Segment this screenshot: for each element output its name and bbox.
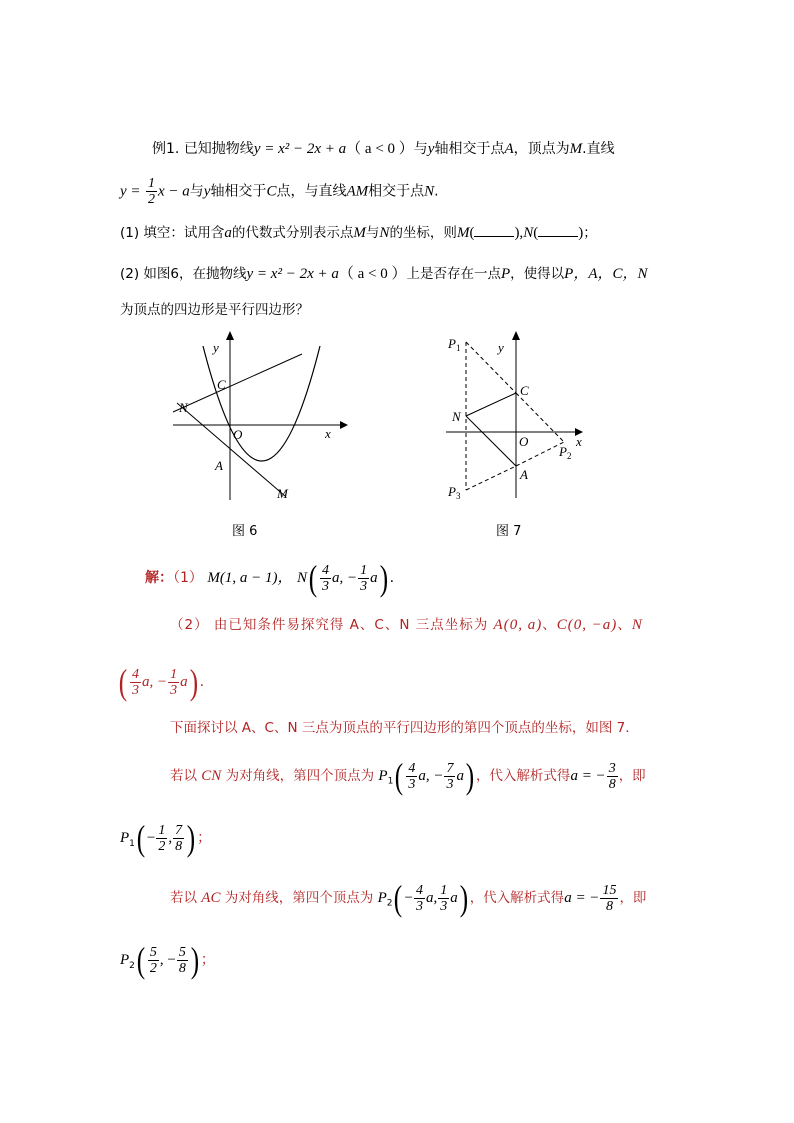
segment-nc — [466, 393, 516, 416]
label-m: M — [277, 486, 288, 501]
solution-explore — [170, 718, 630, 738]
label-c: C — [520, 383, 529, 398]
text: ，顶点为 — [513, 141, 570, 157]
coord-n-label: N — [631, 617, 643, 633]
solution-1: 解：（1） M(1, a − 1)， N( $\frac{4}{3}$ a, − $\frac{1}{3}$ a) . — [145, 558, 395, 598]
text: 为对角线，第四个顶点为 — [224, 890, 374, 906]
solution-2 — [170, 615, 643, 635]
y-axis-arrow — [512, 331, 520, 340]
question-2-line-1 — [120, 264, 648, 284]
coord-a: A(0, a) — [493, 617, 543, 633]
x-axis-arrow — [340, 421, 348, 429]
text: 为顶点的四边形是平行四边形？ — [120, 302, 309, 318]
q1-label: (1) — [120, 225, 140, 241]
label-c: C — [217, 377, 226, 392]
parabola-eq: y = x² − 2x + a — [253, 141, 347, 157]
text: 的代数式分别表示点 — [231, 225, 354, 241]
label-y: y — [498, 340, 504, 355]
text: 的坐标，则 — [389, 225, 457, 241]
label-x: x — [576, 434, 582, 449]
text: 如图6，在抛物线 — [143, 266, 247, 282]
line-nc — [173, 354, 302, 412]
label-p3: $P_3$ — [448, 484, 461, 501]
figure-7 — [440, 328, 600, 508]
cond: （ a < 0 ） — [346, 141, 414, 157]
text: 与 — [189, 183, 204, 200]
text: .直线 — [582, 141, 615, 157]
text: ； — [197, 830, 212, 846]
text: （2） — [170, 617, 209, 633]
dash-p1-c — [466, 342, 516, 393]
case-1: 若以 CN 为对角线，第四个顶点为 $P_1$( $\frac{4}{3}$ a, − $\frac{7}{3}$ a) ，代入解析式得a = − $\frac{3}{8}$ ，即 — [170, 756, 646, 796]
text: 若以 — [170, 890, 197, 906]
text: ； — [583, 225, 597, 241]
text: ，代入解析式得 — [469, 890, 565, 906]
diag-cn: CN — [201, 768, 222, 784]
var-y: y — [203, 183, 211, 200]
label-p2: $P_2$ — [559, 444, 572, 461]
var-a: a — [224, 225, 232, 241]
coord-m: M(1, a − 1)， — [207, 570, 293, 586]
label-o: O — [519, 434, 529, 449]
blank-m[interactable] — [474, 222, 514, 237]
label-x: x — [325, 426, 331, 441]
text: 若以 — [170, 768, 197, 784]
text: . — [434, 183, 439, 200]
text: 点，与直线 — [276, 183, 347, 200]
label-n: N — [179, 400, 188, 415]
solution-2-n: ( $\frac{4}{3}$ a, − $\frac{1}{3}$ a) . — [118, 662, 205, 702]
label-a: A — [215, 458, 223, 473]
text: 轴相交于 — [210, 183, 267, 200]
label-a: A — [520, 467, 528, 482]
point-n: N — [379, 225, 390, 241]
figure-6-caption: 图 6 — [232, 524, 258, 539]
line-eq-pre: y = — [120, 183, 141, 200]
label-y: y — [213, 340, 219, 355]
fraction-half: $\frac{1}{2}$ — [147, 176, 155, 207]
figure-6 — [165, 328, 355, 508]
point-m: M — [353, 225, 366, 241]
line-am — [177, 403, 285, 496]
case-2: 若以 AC 为对角线，第四个顶点为 $P_2$( − $\frac{4}{3}$ a, $\frac{1}{3}$ a) ，代入解析式得a = − $\frac{15}{8}$ ，即 — [170, 878, 647, 918]
point-n: N — [523, 225, 534, 241]
text: ，即 — [618, 768, 646, 784]
points-list: P，A，C，N — [564, 266, 648, 282]
solution-label: 解： — [145, 570, 173, 586]
point-c: C — [266, 183, 277, 200]
text: ，代入解析式得 — [475, 768, 571, 784]
coord-c: C(0, −a) — [556, 617, 618, 633]
line-eq-post: x − a — [157, 183, 190, 200]
question-1: (1) 填空：试用含a的代数式分别表示点M与N的坐标，则M( ),N( )； — [120, 222, 597, 243]
text: 已知抛物线 — [183, 141, 254, 157]
y-axis-arrow — [226, 331, 234, 340]
label-n: N — [452, 409, 461, 424]
text: 、 — [542, 617, 557, 633]
parabola — [203, 346, 320, 461]
parabola-eq: y = x² − 2x + a — [246, 266, 339, 282]
figure-7-caption: 图 7 — [496, 524, 522, 539]
text: ，即 — [619, 890, 647, 906]
text: 下面探讨以 A、C、N 三点为顶点的平行四边形的第四个顶点的坐标，如图 7. — [170, 720, 630, 736]
label-o: O — [233, 427, 243, 442]
text: （1） — [173, 570, 203, 586]
a-value: a = − — [564, 890, 600, 906]
q2-label: (2) — [120, 266, 140, 282]
point-n: N — [424, 183, 435, 200]
a-value: a = − — [570, 768, 606, 784]
case-2-result: $P_2$( $\frac{5}{2}$ , − $\frac{5}{8}$ ) ； — [120, 940, 215, 980]
cond: （ a < 0 ） — [338, 266, 407, 282]
text: 填空：试用含 — [143, 225, 225, 241]
text: ； — [200, 952, 215, 968]
blank-n[interactable] — [538, 222, 578, 237]
line-am: AM — [346, 183, 369, 200]
text: 、 — [617, 617, 632, 633]
coord-n-label: N — [296, 570, 307, 586]
text: 由已知条件易探究得 A、C、N 三点坐标为 — [213, 617, 489, 633]
diag-ac: AC — [201, 890, 221, 906]
example-line-1 — [152, 139, 615, 159]
text: 为对角线，第四个顶点为 — [225, 768, 375, 784]
text: . — [199, 674, 205, 690]
text: 上是否存在一点 — [406, 266, 501, 282]
text: 与 — [413, 141, 428, 157]
dash-p3-a — [466, 466, 516, 490]
text: ，使得以 — [510, 266, 565, 282]
point-m: M — [456, 225, 470, 241]
example-label: 例1. — [152, 141, 180, 157]
case-1-result: $P_1$( − $\frac{1}{2}$ , $\frac{7}{8}$ ) ； — [120, 818, 212, 858]
point-p: P — [500, 266, 511, 282]
question-2-line-2 — [120, 300, 309, 320]
label-p1: $P_1$ — [448, 336, 461, 353]
text: 轴相交于点 — [434, 141, 505, 157]
point-a: A — [504, 141, 514, 157]
text: 相交于点 — [368, 183, 425, 200]
point-m: M — [569, 141, 583, 157]
text: 与 — [365, 225, 380, 241]
example-line-2 — [120, 176, 439, 207]
segment-na — [466, 416, 516, 466]
var-y: y — [427, 141, 435, 157]
